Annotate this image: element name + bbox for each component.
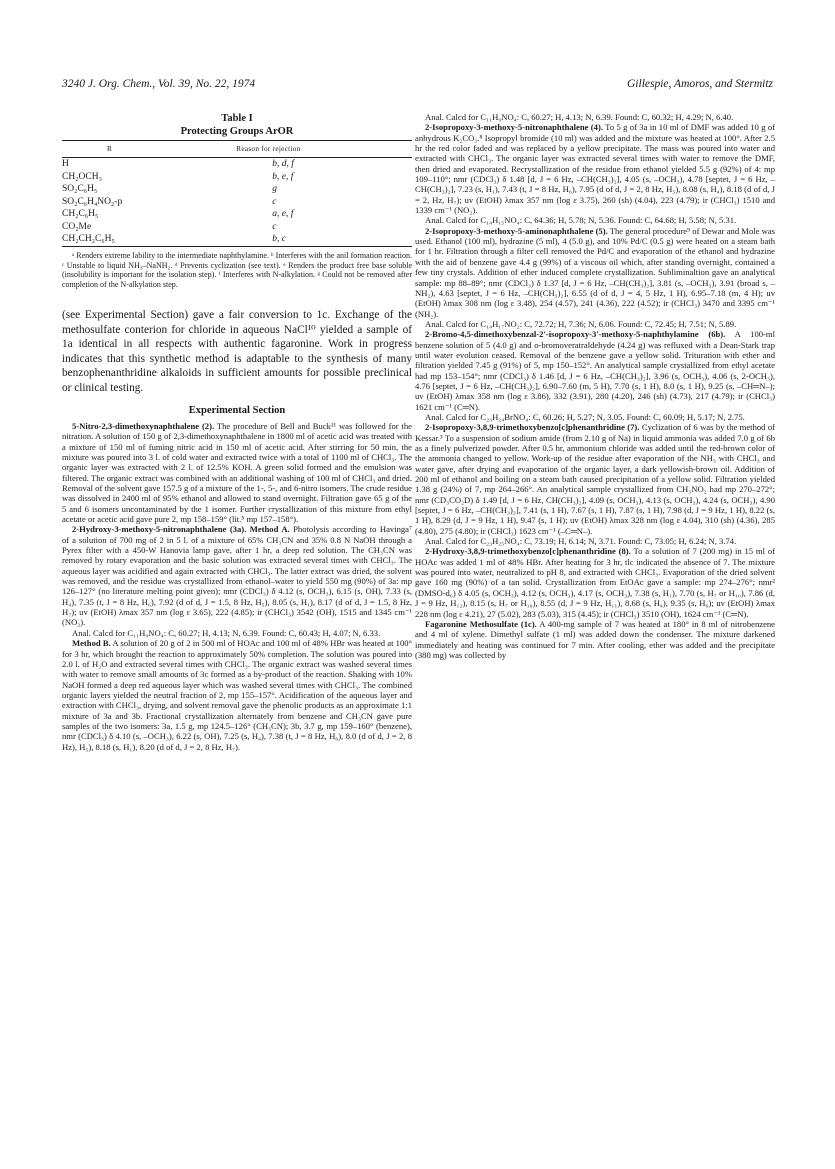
analysis-paragraph: Anal. Calcd for C₁₄H₁₇NO₂: C, 72.72; H, 7.36; N, 6.06. Found: C, 72.45; H, 7.51; N, 5.89.	[425, 318, 737, 329]
analysis-paragraph: Anal. Calcd for C₁₄H₁₅NO₄: C, 64.36; H, 5.78; N, 5.36. Found: C, 64.68; H, 5.58; N, 5.31.	[425, 215, 737, 226]
intro-text: (see Experimental Section) gave a fair conversion to 1c. Exchange of the methosulfate conterion for chloride in aqueous NaCl¹⁰ yielded a sample of 1a identical in all respects with authentic fagaronine. Work in progress indicates that this synthetic method is adaptable to the synthesis of many benzophenanthridine alkaloids in sufficient amounts for possible preclinical or clinical testing.	[62, 309, 412, 394]
paragraph	[415, 619, 775, 660]
table-row	[62, 221, 412, 234]
analysis-paragraph: Anal. Calcd for C₁₁H₉NO₄: C, 60.27; H, 4.13; N, 6.39. Found: C, 60.43; H, 4.07; N, 6.33.	[72, 627, 381, 638]
method-heading: Method B.	[72, 638, 111, 649]
col-header-reason: Reason for rejection	[176, 141, 412, 158]
paragraph-body: To a solution of 7 (200 mg) in 15 ml of HOAc was added 1 ml of 48% HBr. After heating for 3 hr, tlc indicated the absence of 7. The mixture was poured into water, neutralized to pH 8, and extracted with CHCl₃. Evaporation of the dried solvent gave 160 mg (90%) of a tan solid. Crystallization from EtOAc gave a sample: mp 274–276°; nmr² (DMSO-d₆) δ 4.05 (s, OCH₃), 4.12 (s, OCH₃), 4.17 (s, OCH₃), 7.38 (s, H₁), 7.70 (s, H₇ or H₁₀), 7.86 (d, J = 9 Hz, H₁₂), 8.15 (s, H₇ or H₁₀), 8.55 (d, J = 9 Hz, H₁₁), 8.68 (s, H₄), 9.35 (s, H₆); uv (EtOH) λmax 228 nm (log ε 4.21), 27 (5.02), 283 (5.03), 315 (4.45); ir (CHCl₃) 3510 (OH), 1624 cm⁻¹ (C═N).	[415, 546, 775, 619]
paragraph-body: Cyclization of 6 was by the method of Kessar.³ To a suspension of sodium amide (from 2.10 g of Na) in liquid ammonia was added 7.0 g of 6b as a finely pulverized powder. After 0.5 hr, ammonium chloride was added until the red-brown color of the ammonia changed to yellow. Work-up of the residue after evaporation of the NH₃ with CHCl₃ and water gave, after drying and evaporation of the organic layer, a dark yellowish-brown oil. Addition of 200 ml of ethanol and boiling on a steam bath caused precipitation of a yellow solid. Filtration yielded 1.38 g (24%) of 7, mp 264–266°. An analytical sample crystallized from CH₃NO₂ had mp 270–272°; nmr (CD₃CO₂D) δ 1.49 [d, J = 6 Hz, CH(CH₃)₂], 4.09 (s, OCH₃), 4.13 (s, OCH₃), 4.24 (s, OCH₃), 4.90 [septet, J = 6 Hz, –CH(CH₃)₂], 7.41 (s, 1 H), 7.67 (s, 1 H), 7.87 (s, 1 H), 7.98 (d, J = 9 Hz, 1 H), 8.22 (s, 1 H), 8.29 (d, J = 9 Hz, 1 H), 9.47 (s, 1 H); uv (EtOH) λmax 328 nm (log ε 4.04), 310 (sh) (4.36), 285 (4.80), 275 (4.80); ir (CHCl₃) 1623 cm⁻¹ (–C═N–).	[415, 422, 776, 536]
left-column	[62, 112, 412, 752]
group-r-cell: SO₂C₆H₅	[62, 184, 98, 195]
compound-heading: 2-Isopropoxy-3-methoxy-5-aminonaphthalene (5).	[425, 225, 608, 236]
reason-cell: c	[272, 196, 277, 207]
compound-heading: 2-Isopropoxy-3-methoxy-5-nitronaphthalene (4).	[425, 122, 603, 133]
reason-cell: g	[272, 184, 277, 195]
table-row	[62, 171, 412, 184]
analysis-paragraph: Anal. Calcd for C₁₁H₉NO₄: C, 60.27; H, 4.13; N, 6.39. Found: C, 60.32; H, 4.29; N, 6.40.	[425, 112, 734, 122]
reason-cell: a, e, f	[272, 209, 294, 220]
compound-heading: 5-Nitro-2,3-dimethoxynaphthalene (2).	[72, 420, 215, 431]
compound-heading: Fagaronine Methosulfate (1c).	[425, 618, 537, 629]
table-row	[62, 183, 412, 196]
paragraph-body: Photolysis according to Havinga⁷ of a solution of 700 mg of 2 in 5 l. of a mixture of 65% CH₃CN and 35% 0.8 N NaOH through a Pyrex filter with a 450-W Hanovia lamp gave, after 1 hr, a deep red solution. The CH₃CN was removed by rotary evaporation and the basic solution was extracted several times with CHCl₃. The aqueous layer was acidified and again extracted with CHCl₃. The latter extract was dried, the solvent was removed, and the residue was crystallized from ethanol–water to yield 550 mg (90%) of 3a: mp 126–127° (no literature melting point given); nmr (CDCl₃) δ 4.12 (s, OCH₃), 6.15 (s, OH), 7.33 (s, H₄), 7.35 (t, J = 8 Hz, H₆), 7.92 (d of d, J = 1.5, 8 Hz, H₅), 8.05 (s, H₁), 8.17 (d of d, J = 1.5, 8 Hz, H₇); uv (EtOH) λmax 357 nm (log ε 3.65), 222 (4.85); ir (CHCl₃) 3542 (OH), 1515 and 1345 cm⁻¹ (NO₂).	[62, 524, 412, 628]
compound-heading: 2-Bromo-4,5-dimethoxybenzal-2′-isopropoxy-3′-methoxy-5-naphthylamine (6b).	[425, 329, 726, 340]
paragraph-body: The procedure of Bell and Buck¹¹ was followed for the nitration. A solution of 150 g of 2,3-dimethoxynaphthalene in 1800 ml of acetic acid was treated with a mixture of 150 ml of fuming nitric acid in 150 ml of acetic acid. After stirring for 50 min, the mixture was poured into 3 l. of cold water and extracted twice with a total of 1100 ml of CHCl₃. The organic layer was extracted with 2 l. of 12.5% KOH. A green solid formed and the emulsion was filtered. The organic extract was combined with an additional washing of 100 ml of CHCl₃ and dried. Removal of the solvent gave 157.5 g of a mixture of the 1-, 5-, and 6-nitro isomers. The crude residue was dissolved in 2400 ml of 95% ethanol and allowed to stand overnight. Filtration gave 65 g of the 5 and 6 isomers uncontaminated by the 1 isomer. Further crystallization of this mixture from ethyl acetate or acetic acid gave pure 2, mp 158–159° (lit.⁵ mp 157–158°).	[62, 420, 412, 525]
paragraph-body: The general procedure⁹ of Dewar and Mole was used. Ethanol (100 ml), hydrazine (5 ml), 4 (5.0 g), and 10% Pd/C (0.5 g) were heated on a steam bath for 1 hr. Filtration through a filter cell removed the Pd/C and evaporation of the ethanol and hydrazine with the aid of benzene gave 4.4 g (99%) of a viscous oil which, after standing overnight, contained a few tiny crystals. Addition of ether induced complete crystallization. Subliminaltion gave an analytical sample: mp 88–89°; nmr (CDCl₃) δ 1.37 [d, J = 6 Hz, –CH(CH₃)₂], 3.81 (s, –OCH₃), 3.91 (broad s, –NH₂), 4.63 [septet, J = 6 Hz, –CH(CH₃)₂], 6.55 (d of d, J = 4, 5 Hz, 1 H), 6.95–7.18 (m, 4 H); uv (EtOH) λmax 308 nm (log ε 3.48), 254 (4.57), 241 (4.36), 222 (4.52); ir (CHCl₃) 3470 and 3395 cm⁻¹ (NH₂).	[415, 225, 775, 319]
table-title	[62, 112, 412, 138]
paragraph	[415, 329, 775, 412]
table-footnotes	[62, 251, 412, 290]
paragraph-body: A 400-mg sample of 7 was heated at 180° in 8 ml of nitrobenzene and 4 ml of xylene. Dimethyl sulfate (1 ml) was added down the condenser. The mixture darkened immediately and heating was continued for 7 min. After cooling, ether was added and the precipitate (380 mg) was collected by	[415, 618, 775, 660]
compound-heading: 2-Hydroxy-3-methoxy-5-nitronaphthalene (3a). Method A.	[72, 524, 290, 535]
table-number: Table I	[221, 113, 253, 124]
col-header-r: R	[62, 141, 176, 158]
footnote-text: ᵃ Renders extreme lability to the intermediate naphthylamine. ᵇ Interferes with the anil formation reaction. ᶜ Unstable to liquid NH₃–NaNH₂. ᵈ Prevents cyclization (see text). ᵉ Renders the product free base soluble (insolubility is important for the isolation step). ᶠ Interferes with N-alkylation. ᵍ Could not be removed after completion of the N-alkylation step.	[62, 250, 412, 290]
section-title: Experimental Section	[188, 404, 286, 416]
right-column	[415, 112, 775, 660]
group-r-cell: H	[62, 159, 69, 170]
paragraph	[415, 422, 775, 536]
reason-cell: b, d, f	[272, 159, 294, 170]
reason-cell: b, e, f	[272, 171, 294, 182]
paragraph	[62, 524, 412, 627]
paragraph-body: To 5 g of 3a in 10 ml of DMF was added 10 g of anhydrous K₂CO₃.⁸ Isopropyl bromide (10 ml) was added and the mixture was heated at 100°. After 2.5 hr the red color faded and was replaced by a yellow precipitate. The mass was poured into water and extracted with CHCl₃. The organic layer was extracted several times with water to remove the DMF, then dried and evaporated. Recrystallization of the residue from ethanol yielded 5.5 g (92%) of 4: mp 109–110°; nmr (CDCl₃) δ 1.48 [d, J = 6 Hz, –CH(CH₃)₂], 4.05 (s, –OCH₃), 4.78 [septet, J = 6 Hz, –CH(CH₃)₂], 7.23 (s, H₁), 7.43 (t, J = 8 Hz, H₆), 7.95 (d of d, J = 2, 8 Hz, H₅), 8.08 (s, H₄), 8.18 (d of d, J = 2, Hz, H₇); uv (EtOH) λmax 357 nm (log ε 3.75), 260 (sh) (4.04), 223 (4.79); ir (CHCl₃) 1510 and 1339 cm⁻¹ (NO₂).	[415, 122, 775, 216]
paragraph	[62, 638, 412, 752]
paragraph	[415, 546, 775, 618]
intro-paragraph	[62, 308, 412, 396]
analysis-paragraph: Anal. Calcd for C₂₃H₂₅NO₄: C, 73.19; H, 6.14; N, 3.71. Found: C, 73.05; H, 6.24; N, 3.74.	[425, 536, 737, 547]
table-row	[62, 158, 412, 171]
group-r-cell: SO₂C₆H₄NO₂-p	[62, 196, 123, 207]
reason-cell: c	[272, 221, 277, 232]
paragraph-body: A 100-ml benzene solution of 5 (4.0 g) and o-bromoveratraldehyde (4.24 g) was refluxed with a Dean-Stark trap until water evolution ceased. Removal of the benzene gave a yellow solid. Trituration with ether and filtration yielded 7.45 g (91%) of 5, mp 150–152°. An analytical sample crystallized from ethyl acetate had mp 153–154°; nmr (CDCl₃) δ 1.46 [d, J = 6 Hz, –CH(CH₃)₂], 3.96 (s, OCH₃), 4.06 (s, 2-OCH₃), 4.76 [septet, J = 6 Hz, –CH(CH₃)₂], 6.90–7.60 (m, 5 H), 7.70 (s, 1 H), 8.0 (s, 1 H), 9.25 (s, –CH═N–); uv (EtOH) λmax 358 nm (log ε 3.86), 332 (3.91), 280 (4.20), 246 (sh) (4.73), 217 (4.79); ir (CHCl₃) 1621 cm⁻¹ (C═N).	[415, 329, 775, 412]
group-r-cell: CH₂C₆H₅	[62, 209, 99, 220]
group-r-cell: CH₂CH₂C₆H₅	[62, 233, 176, 246]
reason-cell: b, c	[176, 233, 412, 246]
authors: Gillespie, Amoros, and Stermitz	[627, 78, 773, 90]
paragraph-body: A solution of 20 g of 2 in 500 ml of HOAc and 100 ml of 48% HBr was heated at 100° for 3 hr, which brought the reaction to approximately 50% completion. The solution was poured into 2.0 l. of H₂O and extracted several times with CHCl₃. The organic extract was washed several times with water to remove small amounts of 3c formed as a by-product of the reaction. Shaking with 10% NaOH formed a deep red aqueous layer which was washed several times with CHCl₃. The combined organic layers yielded the neutral fraction of 2, mp 155–157°. Acidification of the aqueous layer and extraction with CHCl₃, drying, and solvent removal gave the phenolic products as an approximate 1:1 mixture of 3a and 3b. Fractional crystallization alternately from benzene and CH₃CN gave pure samples of the two isomers: 3a, 1.5 g, mp 124.5–126° (CH₃CN); 3b, 3.7 g, mp 159–160° (benzene), nmr (CDCl₃) δ 4.10 (s, –OCH₃), 6.22 (s, OH), 7.25 (s, H₄), 7.38 (t, J = 8 Hz, H₆), 8.0 (d of d, J = 2, 8 Hz), H₅), 8.18 (s, H₁), 8.20 (d of d, J = 2, 8 Hz, H₇).	[62, 638, 413, 752]
table-row	[62, 196, 412, 209]
table-row	[62, 233, 412, 246]
protecting-groups-table	[62, 140, 412, 247]
analysis-paragraph: Anal. Calcd for C₂₃H₂₄BrNO₄: C, 60.26; H, 5.27; N, 3.05. Found: C, 60.09; H, 5.17; N, 2.75.	[425, 411, 745, 422]
table-caption: Protecting Groups ArOR	[180, 126, 294, 137]
journal-citation: 3240 J. Org. Chem., Vol. 39, No. 22, 1974	[62, 78, 256, 90]
table-row	[62, 208, 412, 221]
compound-heading: 2-Hydroxy-3,8,9-trimethoxybenzo[c]phenanthridine (8).	[425, 546, 631, 557]
compound-heading: 2-Isopropoxy-3,8,9-trimethoxybenzo[c]phenanthridine (7).	[425, 422, 640, 433]
group-r-cell: CO₂Me	[62, 221, 92, 232]
running-header	[62, 78, 773, 96]
paragraph	[415, 226, 775, 319]
paragraph	[415, 122, 775, 215]
paragraph	[62, 421, 412, 524]
group-r-cell: CH₂OCH₃	[62, 171, 102, 182]
